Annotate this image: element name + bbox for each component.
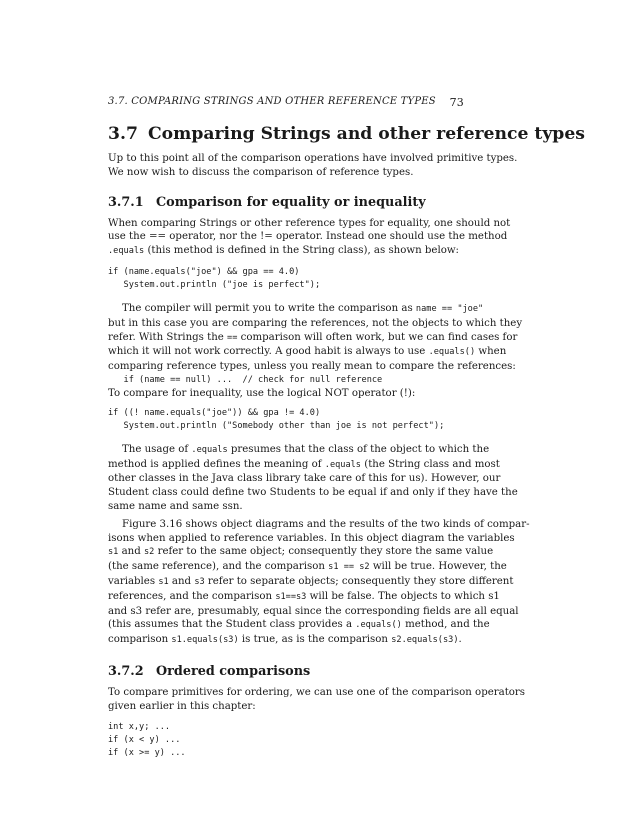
code-block <box>108 374 464 387</box>
code-line: System.out.println ("Somebody other than joe is not perfect"); <box>108 420 445 431</box>
paragraph <box>108 443 518 514</box>
text-line: comparing reference types, unless you really mean to compare the references: <box>108 361 516 373</box>
paragraph <box>108 686 526 714</box>
code-line: if ((! name.equals("joe")) && gpa != 4.0) <box>108 407 321 418</box>
text-line: s1 and s2 refer to the same object; consequently they store the same value <box>108 546 494 558</box>
subsection-heading <box>108 664 464 679</box>
code-line: if (x >= y) ... <box>108 747 186 758</box>
code-block <box>108 266 464 292</box>
text-line: isons when applied to reference variables. In this object diagram the variables <box>108 532 515 544</box>
text-line: Student class could define two Students to be equal if and only if they have the <box>108 487 518 499</box>
text-line: (this assumes that the Student class provides a .equals() method, and the <box>108 619 490 631</box>
text-line: comparison s1.equals(s3) is true, as is the comparison s2.equals(s3). <box>108 634 462 646</box>
text-line: .equals (this method is defined in the String class), as shown below: <box>108 245 459 257</box>
subsection-title: Comparison for equality or inequality <box>156 194 426 210</box>
running-head-title: 3.7. COMPARING STRINGS AND OTHER REFERENCE TYPES <box>108 96 436 107</box>
text-line: references, and the comparison s1==s3 will be false. The objects to which s1 <box>108 590 500 602</box>
subsection-title: Ordered comparisons <box>156 663 311 679</box>
text-line: To compare primitives for ordering, we can use one of the comparison operators <box>108 686 526 698</box>
code-line: if (x < y) ... <box>108 734 181 745</box>
inline-code: .equals <box>108 246 145 257</box>
text-line: method is applied defines the meaning of .equals (the String class and most <box>108 458 500 470</box>
paragraph <box>108 518 530 648</box>
text-line: We now wish to discuss the comparison of reference types. <box>108 166 414 178</box>
text-line: When comparing Strings or other reference types for equality, one should not <box>108 217 511 229</box>
section-heading <box>108 124 585 144</box>
text-line: Figure 3.16 shows object diagrams and the results of the two kinds of compar- <box>122 518 530 530</box>
page <box>108 96 585 760</box>
text-line: variables s1 and s3 refer to separate objects; consequently they store different <box>108 575 514 587</box>
text-line: but in this case you are comparing the references, not the objects to which they <box>108 317 523 329</box>
text-line: refer. With Strings the == comparison will often work, but we can find cases for <box>108 331 518 343</box>
paragraph <box>108 217 511 259</box>
subsection-number: 3.7.1 <box>108 194 144 210</box>
running-head <box>108 96 464 110</box>
code-line: if (name.equals("joe") && gpa == 4.0) <box>108 266 300 277</box>
text-line: and s3 refer are, presumably, equal since the corresponding fields are all equal <box>108 605 519 617</box>
page-number: 73 <box>449 96 464 109</box>
text-line: Up to this point all of the comparison operations have involved primitive types. <box>108 153 518 164</box>
code-line: if (name == null) ... // check for null reference <box>108 374 383 385</box>
text-line: other classes in the Java class library take care of this for us). However, our <box>108 473 501 485</box>
subsection-heading <box>108 195 464 210</box>
text-line: To compare for inequality, use the logical NOT operator (!): <box>108 387 416 399</box>
paragraph <box>108 387 464 401</box>
text-line: The usage of .equals presumes that the class of the object to which the <box>122 443 490 455</box>
section-title: Comparing Strings and other reference types <box>148 124 585 144</box>
section-number: 3.7 <box>108 124 138 144</box>
text-line: The compiler will permit you to write the comparison as name == "joe" <box>122 302 484 314</box>
code-block <box>108 721 464 760</box>
text-line: given earlier in this chapter: <box>108 700 256 712</box>
code-line: int x,y; ... <box>108 721 171 732</box>
code-line: System.out.println ("joe is perfect"); <box>108 279 321 290</box>
text-line: which it will not work correctly. A good habit is always to use .equals() when <box>108 346 507 358</box>
text-line: (the same reference), and the comparison s1 == s2 will be true. However, the <box>108 561 507 573</box>
paragraph <box>108 302 523 374</box>
subsection-number: 3.7.2 <box>108 663 144 679</box>
code-block <box>108 407 464 433</box>
text-line: use the == operator, nor the != operator. Instead one should use the method <box>108 231 508 243</box>
text-line: same name and same ssn. <box>108 500 243 512</box>
section-intro <box>108 152 518 180</box>
